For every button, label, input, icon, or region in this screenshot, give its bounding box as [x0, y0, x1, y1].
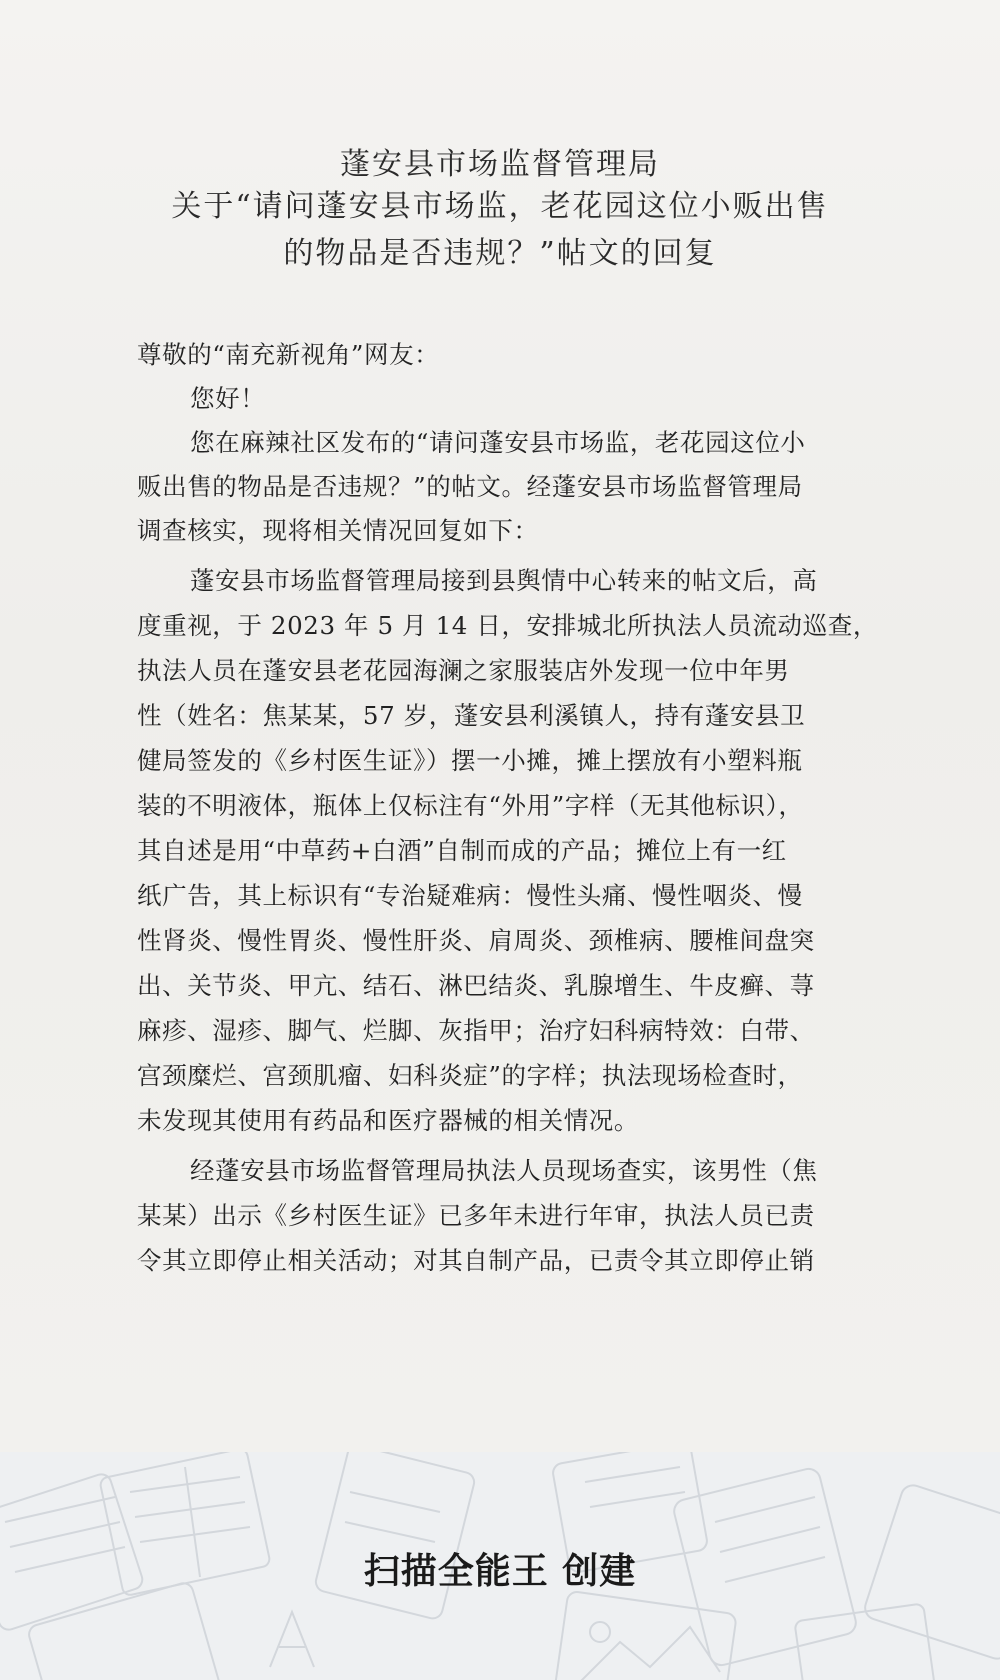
body-line: 某某）出示《乡村医生证》已多年未进行年审，执法人员已责	[137, 1201, 815, 1230]
document-title-line-2: 关于“请问蓬安县市场监，老花园这位小贩出售	[171, 189, 829, 224]
document-title-line-1: 蓬安县市场监督管理局	[340, 147, 660, 182]
body-line: 纸广告，其上标识有“专治疑难病：慢性头痛、慢性咽炎、慢	[137, 881, 803, 910]
body-line: 您在麻辣社区发布的“请问蓬安县市场监，老花园这位小	[190, 428, 806, 457]
body-line: 未发现其使用有药品和医疗器械的相关情况。	[137, 1106, 639, 1135]
body-line: 度重视，于 2023 年 5 月 14 日，安排城北所执法人员流动巡查，	[137, 611, 878, 640]
body-line: 令其立即停止相关活动；对其自制产品，已责令其立即停止销	[137, 1246, 815, 1275]
body-line: 其自述是用“中草药+白酒”自制而成的产品；摊位上有一红	[137, 836, 787, 865]
salutation: 尊敬的“南充新视角”网友：	[137, 340, 440, 369]
body-line: 出、关节炎、甲亢、结石、淋巴结炎、乳腺增生、牛皮癣、荨	[137, 971, 815, 1000]
body-line: 贩出售的物品是否违规？”的帖文。经蓬安县市场监督管理局	[137, 472, 803, 501]
body-line: 宫颈糜烂、宫颈肌瘤、妇科炎症”的字样；执法现场检查时，	[137, 1061, 803, 1090]
body-line: 蓬安县市场监督管理局接到县舆情中心转来的帖文后，高	[190, 566, 818, 595]
body-line: 调查核实，现将相关情况回复如下：	[137, 516, 539, 545]
body-line: 性肾炎、慢性胃炎、慢性肝炎、肩周炎、颈椎病、腰椎间盘突	[137, 926, 815, 955]
greeting: 您好！	[190, 384, 266, 413]
body-line: 性（姓名：焦某某，57 岁，蓬安县利溪镇人，持有蓬安县卫	[137, 701, 806, 730]
body-line: 装的不明液体，瓶体上仅标注有“外用”字样（无其他标识），	[137, 791, 804, 820]
body-line: 健局签发的《乡村医生证》）摆一小摊，摊上摆放有小塑料瓶	[137, 746, 803, 775]
document-title-line-3: 的物品是否违规？”帖文的回复	[283, 236, 717, 271]
body-line: 经蓬安县市场监督管理局执法人员现场查实，该男性（焦	[190, 1156, 818, 1185]
body-line: 麻疹、湿疹、脚气、烂脚、灰指甲；治疗妇科病特效：白带、	[137, 1016, 815, 1045]
body-line: 执法人员在蓬安县老花园海澜之家服装店外发现一位中年男	[137, 656, 790, 685]
camscanner-brand-text: 扫描全能王 创建	[363, 1551, 637, 1592]
